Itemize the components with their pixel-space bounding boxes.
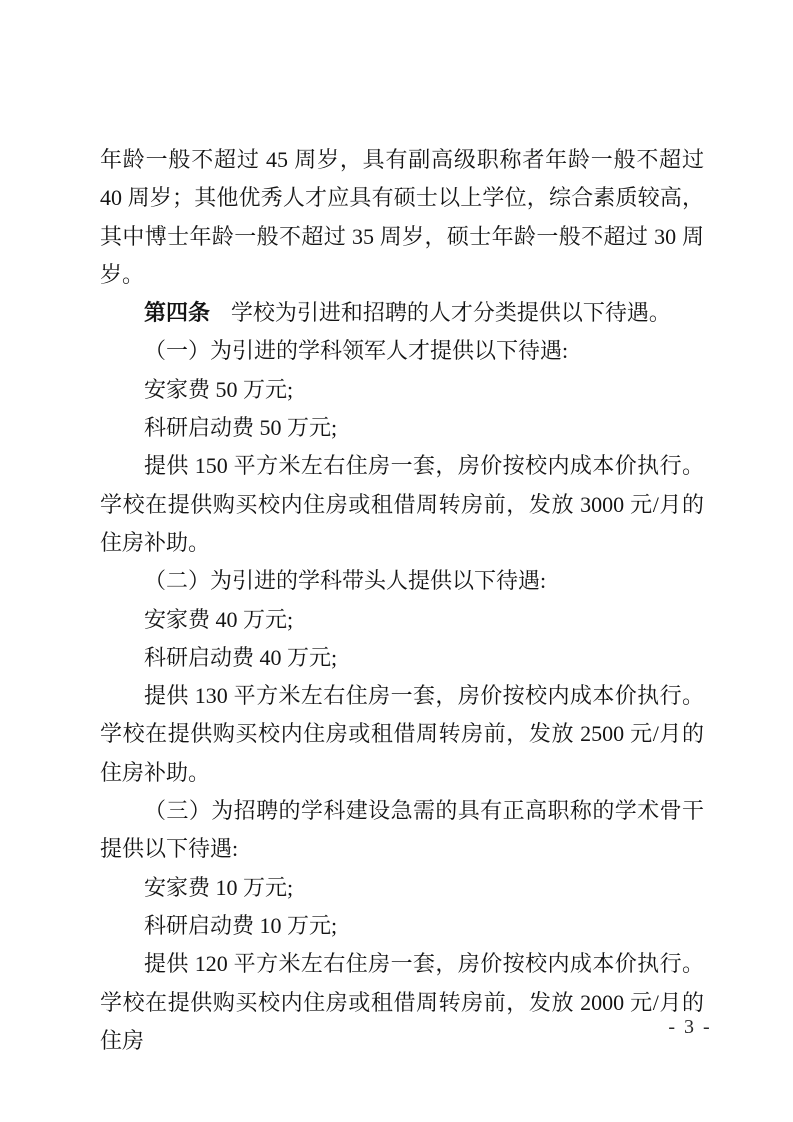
paragraph-item-3-research-fund: 科研启动费 10 万元; (144, 912, 338, 938)
paragraph-item-2-research-fund: 科研启动费 40 万元; (144, 644, 338, 670)
paragraph-item-3-housing: 提供 120 平方米左右住房一套，房价按校内成本价执行。学校在提供购买校内住房或租借周转房前，发放 2000 元/月的住房 (100, 951, 704, 1053)
paragraph-item-1-research-fund: 科研启动费 50 万元; (144, 415, 338, 441)
document-body (100, 141, 704, 1060)
article-4-text: 学校为引进和招聘的人才分类提供以下待遇。 (230, 300, 671, 326)
paragraph-item-3-heading: （三）为招聘的学科建设急需的具有正高职称的学术骨干提供以下待遇: (100, 798, 704, 862)
page-number: - 3 - (668, 1016, 712, 1038)
paragraph-item-1-heading: （一）为引进的学科领军人才提供以下待遇: (144, 338, 569, 364)
paragraph-article-4 (100, 294, 704, 332)
paragraph-item-2-heading: （二）为引进的学科带头人提供以下待遇: (144, 568, 547, 594)
paragraph-item-1-settling-fee: 安家费 50 万元; (144, 376, 294, 402)
paragraph-item-3-settling-fee: 安家费 10 万元; (144, 874, 294, 900)
paragraph-item-1-housing: 提供 150 平方米左右住房一套，房价按校内成本价执行。学校在提供购买校内住房或租借周转房前，发放 3000 元/月的住房补助。 (100, 453, 704, 555)
article-number-label: 第四条 (144, 300, 211, 326)
paragraph-item-2-settling-fee: 安家费 40 万元; (144, 606, 294, 632)
paragraph-age-limits: 年龄一般不超过 45 周岁，具有副高级职称者年龄一般不超过 40 周岁；其他优秀人才应具有硕士以上学位，综合素质较高，其中博士年龄一般不超过 35 周岁，硕士年龄一般不超过 30 周岁。 (100, 147, 704, 287)
paragraph-item-2-housing: 提供 130 平方米左右住房一套，房价按校内成本价执行。学校在提供购买校内住房或租借周转房前，发放 2500 元/月的住房补助。 (100, 683, 704, 785)
